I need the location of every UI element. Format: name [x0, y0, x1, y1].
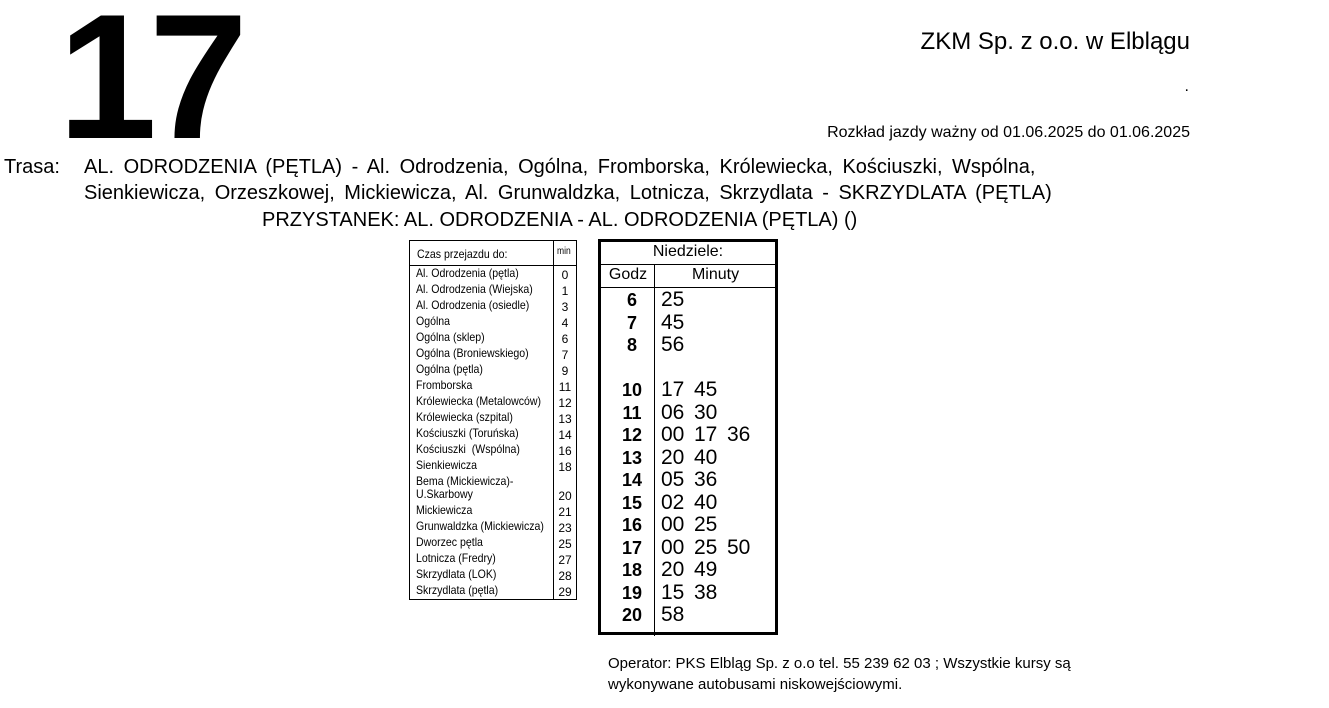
travel-stop-minutes: 28	[558, 569, 572, 583]
timetable-row	[601, 468, 775, 491]
departure-minutes	[661, 401, 727, 425]
travel-stop-minutes: 1	[561, 284, 569, 298]
departure-timetable	[598, 239, 778, 635]
timetable-row	[601, 558, 775, 581]
travel-stop-minutes: 29	[558, 585, 572, 599]
travel-stop-name: Skrzydlata (pętla)	[416, 583, 499, 597]
departure-minute: 38	[694, 580, 718, 604]
line-number: 17	[58, 0, 240, 176]
departure-minutes	[661, 468, 727, 492]
route-line-2: Sienkiewicza, Orzeszkowej, Mickiewicza, Al. Grunwaldzka, Lotnicza, Skrzydlata - SKRZYDLATA (PĘTLA)	[84, 182, 1052, 204]
travel-time-row	[410, 520, 576, 536]
departure-minute: 40	[694, 445, 718, 469]
timetable-row	[601, 311, 775, 334]
departure-hour: 14	[621, 470, 643, 490]
departure-minute: 00	[661, 423, 685, 446]
travel-times-header-min: min	[556, 246, 571, 257]
departure-hour: 10	[621, 380, 643, 400]
operator-note-line-1: Operator: PKS Elbląg Sp. z o.o tel. 55 239 62 03 ; Wszystkie kursy są	[608, 655, 1071, 672]
travel-stop-name: Al. Odrodzenia (pętla)	[416, 266, 519, 280]
travel-stop-minutes: 0	[561, 268, 569, 282]
travel-stop-minutes: 14	[558, 428, 572, 442]
departure-minute: 25	[694, 513, 718, 536]
departure-minute: 25	[694, 535, 718, 559]
travel-stop-minutes: 6	[561, 332, 569, 346]
travel-stop-name: Ogólna (sklep)	[416, 330, 485, 344]
travel-stop-name: Ogólna (Broniewskiego)	[416, 346, 529, 360]
travel-time-row	[410, 584, 576, 600]
travel-time-row	[410, 379, 576, 395]
departure-minute: 49	[694, 558, 718, 581]
travel-time-row	[410, 283, 576, 299]
travel-time-row	[410, 267, 576, 283]
travel-stop-name: Kościuszki (Wspólna)	[416, 442, 520, 456]
timetable-row	[601, 581, 775, 604]
departure-minute: 25	[661, 288, 685, 311]
travel-stop-name: Dworzec pętla	[416, 535, 483, 549]
travel-stop-minutes: 9	[561, 364, 569, 378]
travel-time-row	[410, 459, 576, 475]
travel-time-row	[410, 363, 576, 379]
header-dot: .	[1184, 78, 1189, 95]
departure-minute: 45	[661, 310, 685, 334]
departure-minute: 20	[661, 445, 685, 469]
travel-time-row	[410, 536, 576, 552]
timetable-row	[601, 288, 775, 311]
travel-time-row	[410, 443, 576, 459]
departure-minute: 00	[661, 513, 685, 536]
departure-minute: 50	[727, 535, 751, 559]
travel-times-header-label: Czas przejazdu do:	[417, 247, 508, 261]
travel-time-row	[410, 475, 576, 504]
travel-time-row	[410, 315, 576, 331]
travel-stop-name: Królewiecka (szpital)	[416, 410, 513, 424]
departure-hour: 15	[621, 492, 643, 513]
travel-time-row	[410, 427, 576, 443]
departure-minutes	[661, 288, 694, 312]
travel-stop-name: Bema (Mickiewicza)- U.Skarbowy	[416, 474, 514, 501]
hour-column-header: Godz	[608, 266, 648, 283]
travel-stop-minutes: 13	[558, 412, 572, 426]
departure-hour: 8	[626, 335, 637, 355]
travel-time-row	[410, 568, 576, 584]
departure-minute: 00	[661, 535, 685, 559]
departure-hour: 17	[621, 537, 643, 558]
travel-stop-name: Fromborska	[416, 378, 473, 392]
departure-minutes	[661, 491, 727, 515]
departure-minute: 17	[661, 378, 685, 401]
departure-minute: 02	[661, 490, 685, 514]
stop-title: PRZYSTANEK: AL. ODRODZENIA - AL. ODRODZENIA (PĘTLA) ()	[262, 209, 858, 231]
travel-stop-name: Lotnicza (Fredry)	[416, 551, 496, 565]
timetable-row	[601, 423, 775, 446]
departure-minute: 36	[694, 468, 718, 491]
travel-stop-name: Królewiecka (Metalowców)	[416, 394, 542, 408]
departure-minutes	[661, 311, 694, 335]
travel-stop-minutes: 20	[558, 489, 572, 503]
travel-stop-name: Mickiewicza	[416, 503, 473, 517]
travel-stop-name: Al. Odrodzenia (Wiejska)	[416, 282, 533, 296]
travel-times-table	[409, 240, 577, 600]
travel-stop-minutes: 27	[558, 553, 572, 567]
departure-hour: 7	[626, 312, 637, 333]
travel-stop-name: Ogólna (pętla)	[416, 362, 483, 376]
departure-minute: 36	[727, 423, 751, 446]
route-label: Trasa:	[4, 156, 60, 178]
departure-hour: 20	[621, 605, 643, 625]
company-name: ZKM Sp. z o.o. w Elblągu	[920, 28, 1190, 55]
departure-hour: 11	[622, 402, 642, 423]
travel-stop-name: Kościuszki (Toruńska)	[416, 426, 519, 440]
validity-note: Rozkład jazdy ważny od 01.06.2025 do 01.06.2025	[827, 124, 1190, 141]
timetable-rule	[601, 264, 775, 265]
departure-minutes	[661, 513, 727, 537]
travel-stop-name: Sienkiewicza	[416, 458, 478, 472]
travel-stop-name: Grunwaldzka (Mickiewicza)	[416, 519, 544, 533]
travel-time-row	[410, 395, 576, 411]
timetable-row	[601, 603, 775, 626]
travel-stop-minutes: 4	[561, 316, 569, 330]
timetable-day-title: Niedziele:	[652, 243, 724, 260]
departure-minutes	[661, 536, 760, 560]
departure-minute: 56	[661, 333, 685, 356]
travel-stop-minutes: 25	[558, 537, 572, 551]
travel-stop-minutes: 12	[558, 396, 572, 410]
departure-minute: 15	[661, 580, 685, 604]
travel-times-list	[410, 267, 576, 600]
departure-hour: 6	[626, 290, 637, 310]
departure-minutes	[661, 558, 727, 582]
departure-minutes	[661, 378, 727, 402]
timetable-row	[601, 536, 775, 559]
departure-minute: 30	[694, 400, 718, 424]
travel-time-row	[410, 347, 576, 363]
departure-hour: 18	[621, 560, 643, 580]
departure-minutes	[661, 603, 694, 627]
timetable-row	[601, 446, 775, 469]
travel-stop-minutes: 3	[561, 300, 569, 314]
timetable-row	[601, 401, 775, 424]
travel-time-row	[410, 331, 576, 347]
departure-minutes	[661, 333, 694, 357]
departure-minute: 58	[661, 603, 685, 626]
operator-note	[608, 653, 1208, 695]
travel-time-row	[410, 411, 576, 427]
operator-note-line-2: wykonywane autobusami niskowejściowymi.	[608, 676, 903, 693]
travel-stop-minutes: 11	[558, 380, 572, 394]
travel-stop-name: Al. Odrodzenia (osiedle)	[416, 298, 530, 312]
travel-stop-minutes: 18	[558, 460, 572, 474]
travel-stop-name: Ogólna	[416, 314, 451, 328]
travel-stop-minutes: 21	[558, 505, 572, 519]
departure-minute: 06	[661, 400, 685, 424]
timetable-row	[601, 356, 775, 379]
departure-minute: 20	[661, 558, 685, 581]
timetable-row	[601, 491, 775, 514]
travel-times-header	[410, 241, 576, 266]
travel-stop-minutes: 23	[558, 521, 572, 535]
timetable-row	[601, 513, 775, 536]
timetable-row	[601, 333, 775, 356]
travel-time-row	[410, 504, 576, 520]
timetable-row	[601, 378, 775, 401]
travel-stop-name: Skrzydlata (LOK)	[416, 567, 497, 581]
departure-minute: 05	[661, 468, 685, 491]
departure-minute: 40	[694, 490, 718, 514]
travel-time-row	[410, 299, 576, 315]
departure-minute: 45	[694, 378, 718, 401]
departure-minutes	[661, 446, 727, 470]
departure-hour: 19	[621, 582, 643, 603]
route-line-1: AL. ODRODZENIA (PĘTLA) - Al. Odrodzenia, Ogólna, Fromborska, Królewiecka, Kościuszki, Wspólna,	[84, 156, 1036, 178]
minutes-column-header: Minuty	[691, 266, 740, 283]
departure-hour: 13	[621, 447, 643, 468]
travel-stop-minutes: 16	[558, 444, 572, 458]
departure-hour: 12	[621, 425, 643, 445]
departure-minutes	[661, 581, 727, 605]
travel-stop-minutes: 7	[561, 348, 569, 362]
departure-hour: 16	[621, 515, 643, 535]
departure-minute: 17	[694, 423, 718, 446]
departure-minutes	[661, 423, 760, 447]
timetable-rows	[601, 288, 775, 626]
travel-time-row	[410, 552, 576, 568]
